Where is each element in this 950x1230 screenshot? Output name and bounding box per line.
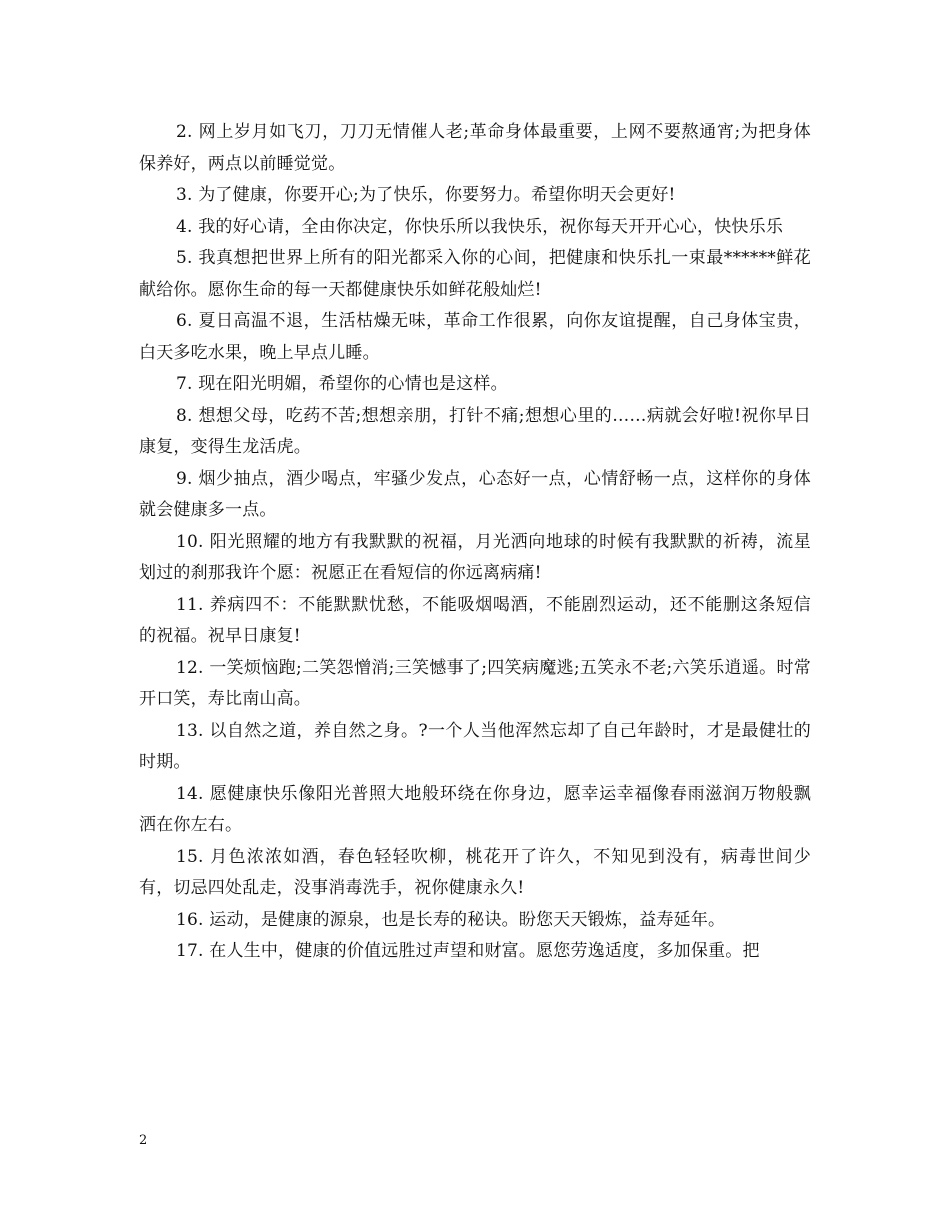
paragraph-13: 13. 以自然之道，养自然之身。?一个人当他浑然忘却了自己年龄时，才是最健壮的时期。 xyxy=(139,720,811,772)
paragraph-16: 16. 运动，是健康的源泉，也是长寿的秘诀。盼您天天锻炼，益寿延年。 xyxy=(176,909,726,930)
page-number: 2 xyxy=(139,1133,148,1148)
paragraph-9: 9. 烟少抽点，酒少喝点，牢骚少发点，心态好一点，心情舒畅一点，这样你的身体就会健康多一点。 xyxy=(139,468,811,520)
document-body xyxy=(139,117,811,968)
paragraph-4: 4. 我的好心请，全由你决定，你快乐所以我快乐，祝你每天开开心心，快快乐乐 xyxy=(176,216,784,237)
paragraph-14: 14. 愿健康快乐像阳光普照大地般环绕在你身边，愿幸运幸福像春雨滋润万物般飘洒在你左右。 xyxy=(139,783,811,835)
paragraph-2: 2. 网上岁月如飞刀，刀刀无情催人老;革命身体最重要，上网不要熬通宵;为把身体保养好，两点以前睡觉觉。 xyxy=(139,122,811,174)
paragraph-12: 12. 一笑烦恼跑;二笑怨憎消;三笑憾事了;四笑病魔逃;五笑永不老;六笑乐逍遥。时常开口笑，寿比南山高。 xyxy=(139,657,811,709)
paragraph-7: 7. 现在阳光明媚，希望你的心情也是这样。 xyxy=(176,374,508,394)
paragraph-8: 8. 想想父母，吃药不苦;想想亲朋，打针不痛;想想心里的……病就会好啦!祝你早日康复，变得生龙活虎。 xyxy=(139,405,811,457)
paragraph-11: 11. 养病四不：不能默默忧愁，不能吸烟喝酒，不能剧烈运动，还不能删这条短信的祝福。祝早日康复! xyxy=(139,594,811,646)
paragraph-15: 15. 月色浓浓如酒，春色轻轻吹柳，桃花开了许久，不知见到没有，病毒世间少有，切忌四处乱走，没事消毒洗手，祝你健康永久! xyxy=(139,846,811,898)
paragraph-17: 17. 在人生中，健康的价值远胜过声望和财富。愿您劳逸适度，多加保重。把 xyxy=(176,941,760,961)
paragraph-10: 10. 阳光照耀的地方有我默默的祝福，月光洒向地球的时候有我默默的祈祷，流星划过的刹那我许个愿：祝愿正在看短信的你远离病痛! xyxy=(139,531,811,583)
paragraph-6: 6. 夏日高温不退，生活枯燥无味，革命工作很累，向你友谊提醒，自己身体宝贵，白天多吃水果，晚上早点儿睡。 xyxy=(139,311,811,363)
paragraph-3: 3. 为了健康，你要开心;为了快乐，你要努力。希望你明天会更好! xyxy=(176,185,676,205)
paragraph-5: 5. 我真想把世界上所有的阳光都采入你的心间，把健康和快乐扎一束最******鲜花献给你。愿你生命的每一天都健康快乐如鲜花般灿烂! xyxy=(139,248,811,300)
